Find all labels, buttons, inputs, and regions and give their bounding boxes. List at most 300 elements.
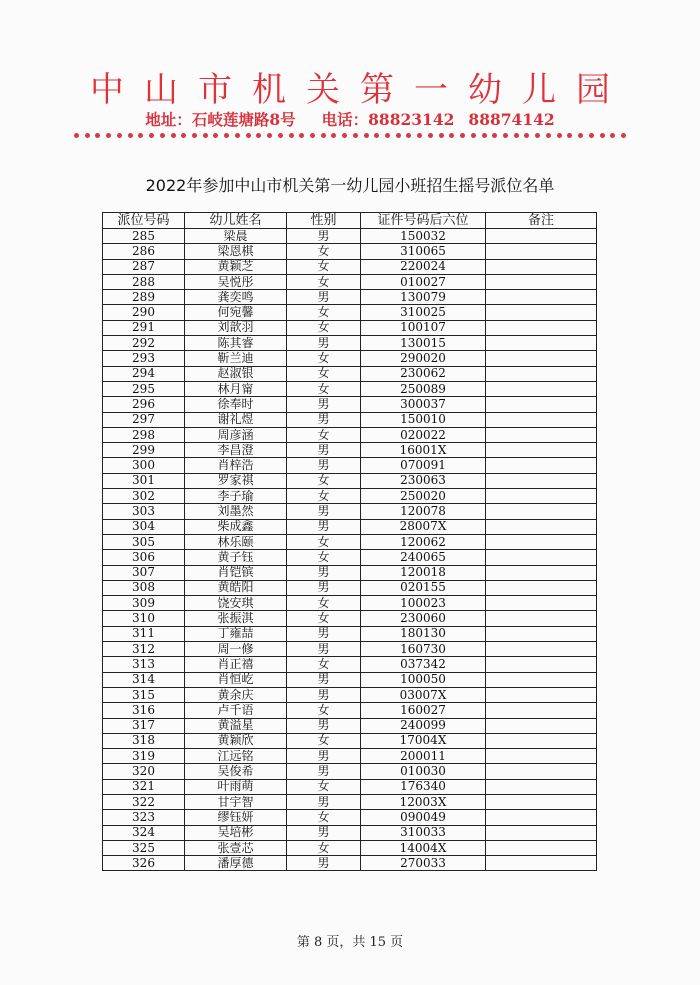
id-last-six-cell: 176340 — [361, 779, 486, 794]
table-row — [103, 611, 597, 626]
page-number: 第 8 页，共 15 页 — [296, 935, 404, 950]
table-row — [103, 856, 597, 871]
id-last-six-cell: 240065 — [361, 550, 486, 565]
decorative-dot — [396, 133, 401, 138]
remarks-cell — [486, 274, 597, 289]
child-name-cell: 叶雨萌 — [185, 779, 287, 794]
remarks-cell — [486, 259, 597, 274]
lottery-number-cell: 286 — [103, 244, 185, 259]
id-last-six-cell: 100107 — [361, 320, 486, 335]
decorative-dot — [589, 133, 594, 138]
decorative-dot — [439, 133, 444, 138]
table-row — [103, 565, 597, 580]
remarks-cell — [486, 749, 597, 764]
child-name-cell: 张振淇 — [185, 611, 287, 626]
id-last-six-cell: 270033 — [361, 856, 486, 871]
gender-cell: 男 — [287, 687, 361, 702]
phone-number-2: 88874142 — [468, 110, 555, 129]
decorative-dot — [95, 133, 100, 138]
gender-cell: 女 — [287, 473, 361, 488]
lottery-number-cell: 311 — [103, 626, 185, 641]
child-name-cell: 吴悦彤 — [185, 274, 287, 289]
decorative-dot — [578, 133, 583, 138]
decorative-dot — [364, 133, 369, 138]
decorative-dot — [600, 133, 605, 138]
gender-cell: 女 — [287, 534, 361, 549]
lottery-number-cell: 298 — [103, 427, 185, 442]
lottery-number-cell: 303 — [103, 504, 185, 519]
child-name-cell: 肖梓浩 — [185, 458, 287, 473]
gender-cell: 女 — [287, 274, 361, 289]
gender-cell: 男 — [287, 825, 361, 840]
table-row — [103, 580, 597, 595]
table-row — [103, 274, 597, 289]
child-name-cell: 黄皓阳 — [185, 580, 287, 595]
header-id-last-six: 证件号码后六位 — [361, 213, 486, 229]
id-last-six-cell: 100050 — [361, 672, 486, 687]
table-row — [103, 412, 597, 427]
phone-number-1: 88823142 — [368, 110, 455, 129]
lottery-number-cell: 326 — [103, 856, 185, 871]
header-remarks: 备注 — [486, 213, 597, 229]
decorative-dot — [342, 133, 347, 138]
gender-cell: 女 — [287, 427, 361, 442]
lottery-number-cell: 290 — [103, 305, 185, 320]
child-name-cell: 李昌澄 — [185, 443, 287, 458]
lottery-number-cell: 293 — [103, 351, 185, 366]
lottery-number-cell: 322 — [103, 794, 185, 809]
id-last-six-cell: 100023 — [361, 596, 486, 611]
table-row — [103, 381, 597, 396]
decorative-dot — [181, 133, 186, 138]
child-name-cell: 周一修 — [185, 642, 287, 657]
gender-cell: 女 — [287, 596, 361, 611]
lottery-number-cell: 295 — [103, 381, 185, 396]
gender-cell: 男 — [287, 412, 361, 427]
table-row — [103, 305, 597, 320]
remarks-cell — [486, 412, 597, 427]
child-name-cell: 柴成鑫 — [185, 519, 287, 534]
decorative-dot — [203, 133, 208, 138]
decorative-dot — [557, 133, 562, 138]
gender-cell: 男 — [287, 458, 361, 473]
remarks-cell — [486, 703, 597, 718]
decorative-dot — [353, 133, 358, 138]
id-last-six-cell: 160027 — [361, 703, 486, 718]
id-last-six-cell: 180130 — [361, 626, 486, 641]
decorative-dot — [278, 133, 283, 138]
table-row — [103, 718, 597, 733]
document-title: 2022年参加中山市机关第一幼儿园小班招生摇号派位名单 — [145, 176, 555, 195]
child-name-cell: 饶安琪 — [185, 596, 287, 611]
remarks-cell — [486, 366, 597, 381]
child-name-cell: 梁恩棋 — [185, 244, 287, 259]
id-last-six-cell: 310033 — [361, 825, 486, 840]
lottery-number-cell: 321 — [103, 779, 185, 794]
decorative-dot — [299, 133, 304, 138]
letterhead — [0, 0, 700, 150]
gender-cell: 男 — [287, 504, 361, 519]
table-row — [103, 351, 597, 366]
remarks-cell — [486, 810, 597, 825]
id-last-six-cell: 220024 — [361, 259, 486, 274]
decorative-dot — [374, 133, 379, 138]
decorative-dot — [610, 133, 615, 138]
decorative-dot — [406, 133, 411, 138]
gender-cell: 男 — [287, 519, 361, 534]
remarks-cell — [486, 733, 597, 748]
gender-cell: 女 — [287, 657, 361, 672]
remarks-cell — [486, 443, 597, 458]
lottery-number-cell: 308 — [103, 580, 185, 595]
decorative-dot — [331, 133, 336, 138]
id-last-six-cell: 250089 — [361, 381, 486, 396]
id-last-six-cell: 160730 — [361, 642, 486, 657]
gender-cell: 男 — [287, 856, 361, 871]
remarks-cell — [486, 336, 597, 351]
table-row — [103, 840, 597, 855]
table-row — [103, 244, 597, 259]
remarks-cell — [486, 381, 597, 396]
child-name-cell: 周彦涵 — [185, 427, 287, 442]
decorative-dot — [471, 133, 476, 138]
id-last-six-cell: 230063 — [361, 473, 486, 488]
decorative-dot — [535, 133, 540, 138]
remarks-cell — [486, 718, 597, 733]
gender-cell: 女 — [287, 779, 361, 794]
child-name-cell: 黄溢星 — [185, 718, 287, 733]
remarks-cell — [486, 764, 597, 779]
gender-cell: 男 — [287, 749, 361, 764]
decorative-dot — [213, 133, 218, 138]
id-last-six-cell: 010030 — [361, 764, 486, 779]
child-name-cell: 谢礼煜 — [185, 412, 287, 427]
decorative-dot — [546, 133, 551, 138]
child-name-cell: 缪钰妍 — [185, 810, 287, 825]
table-row — [103, 229, 597, 244]
table-row — [103, 596, 597, 611]
id-last-six-cell: 16001X — [361, 443, 486, 458]
gender-cell: 女 — [287, 381, 361, 396]
decorative-dot — [256, 133, 261, 138]
remarks-cell — [486, 458, 597, 473]
decorative-dot — [385, 133, 390, 138]
child-name-cell: 吴培彬 — [185, 825, 287, 840]
child-name-cell: 靳兰迪 — [185, 351, 287, 366]
decorative-dot — [460, 133, 465, 138]
decorative-dot — [492, 133, 497, 138]
gender-cell: 女 — [287, 366, 361, 381]
id-last-six-cell: 240099 — [361, 718, 486, 733]
table-header-row — [103, 213, 597, 229]
remarks-cell — [486, 596, 597, 611]
gender-cell: 女 — [287, 320, 361, 335]
decorative-dot — [621, 133, 626, 138]
table-row — [103, 810, 597, 825]
child-name-cell: 甘宇智 — [185, 794, 287, 809]
gender-cell: 男 — [287, 626, 361, 641]
table-row — [103, 642, 597, 657]
decorative-dot — [310, 133, 315, 138]
decorative-dot — [289, 133, 294, 138]
table-row — [103, 794, 597, 809]
remarks-cell — [486, 229, 597, 244]
id-last-six-cell: 130079 — [361, 290, 486, 305]
remarks-cell — [486, 626, 597, 641]
decorative-dot — [85, 133, 90, 138]
table-row — [103, 320, 597, 335]
decorative-dot — [417, 133, 422, 138]
remarks-cell — [486, 320, 597, 335]
decorative-dot — [321, 133, 326, 138]
table-row — [103, 443, 597, 458]
remarks-cell — [486, 504, 597, 519]
gender-cell: 女 — [287, 259, 361, 274]
lottery-number-cell: 294 — [103, 366, 185, 381]
table-row — [103, 733, 597, 748]
decorative-dot — [503, 133, 508, 138]
gender-cell: 女 — [287, 305, 361, 320]
gender-cell: 女 — [287, 733, 361, 748]
lottery-number-cell: 305 — [103, 534, 185, 549]
child-name-cell: 黄颖芝 — [185, 259, 287, 274]
id-last-six-cell: 310065 — [361, 244, 486, 259]
gender-cell: 男 — [287, 764, 361, 779]
table-row — [103, 504, 597, 519]
gender-cell: 男 — [287, 336, 361, 351]
organization-name: 中山市机关第一幼儿园 — [90, 70, 630, 110]
id-last-six-cell: 28007X — [361, 519, 486, 534]
gender-cell: 男 — [287, 580, 361, 595]
table-row — [103, 703, 597, 718]
remarks-cell — [486, 840, 597, 855]
id-last-six-cell: 12003X — [361, 794, 486, 809]
gender-cell: 男 — [287, 565, 361, 580]
remarks-cell — [486, 519, 597, 534]
table-row — [103, 458, 597, 473]
gender-cell: 男 — [287, 672, 361, 687]
decorative-dot — [449, 133, 454, 138]
admission-roster-table — [102, 212, 597, 871]
remarks-cell — [486, 473, 597, 488]
lottery-number-cell: 309 — [103, 596, 185, 611]
lottery-number-cell: 313 — [103, 657, 185, 672]
table-row — [103, 672, 597, 687]
table-row — [103, 336, 597, 351]
id-last-six-cell: 300037 — [361, 397, 486, 412]
id-last-six-cell: 150010 — [361, 412, 486, 427]
header-lottery-number: 派位号码 — [103, 213, 185, 229]
id-last-six-cell: 037342 — [361, 657, 486, 672]
header-child-name: 幼儿姓名 — [185, 213, 287, 229]
gender-cell: 女 — [287, 810, 361, 825]
decorative-dot — [267, 133, 272, 138]
table-row — [103, 749, 597, 764]
child-name-cell: 江远铭 — [185, 749, 287, 764]
remarks-cell — [486, 305, 597, 320]
id-last-six-cell: 070091 — [361, 458, 486, 473]
gender-cell: 女 — [287, 611, 361, 626]
table-row — [103, 366, 597, 381]
child-name-cell: 刘墨然 — [185, 504, 287, 519]
lottery-number-cell: 318 — [103, 733, 185, 748]
lottery-number-cell: 296 — [103, 397, 185, 412]
child-name-cell: 陈其睿 — [185, 336, 287, 351]
lottery-number-cell: 291 — [103, 320, 185, 335]
remarks-cell — [486, 550, 597, 565]
remarks-cell — [486, 672, 597, 687]
id-last-six-cell: 14004X — [361, 840, 486, 855]
child-name-cell: 罗家祺 — [185, 473, 287, 488]
decorative-dot — [224, 133, 229, 138]
lottery-number-cell: 285 — [103, 229, 185, 244]
child-name-cell: 潘厚德 — [185, 856, 287, 871]
lottery-number-cell: 292 — [103, 336, 185, 351]
child-name-cell: 徐奉时 — [185, 397, 287, 412]
remarks-cell — [486, 642, 597, 657]
child-name-cell: 肖正禧 — [185, 657, 287, 672]
remarks-cell — [486, 687, 597, 702]
table-row — [103, 687, 597, 702]
remarks-cell — [486, 565, 597, 580]
id-last-six-cell: 230060 — [361, 611, 486, 626]
gender-cell: 男 — [287, 642, 361, 657]
lottery-number-cell: 297 — [103, 412, 185, 427]
lottery-number-cell: 320 — [103, 764, 185, 779]
remarks-cell — [486, 657, 597, 672]
lottery-number-cell: 288 — [103, 274, 185, 289]
lottery-number-cell: 287 — [103, 259, 185, 274]
table-row — [103, 534, 597, 549]
remarks-cell — [486, 397, 597, 412]
decorative-dot — [138, 133, 143, 138]
id-last-six-cell: 120018 — [361, 565, 486, 580]
child-name-cell: 龚奕鸣 — [185, 290, 287, 305]
decorative-dot — [74, 133, 79, 138]
decorative-dot — [524, 133, 529, 138]
lottery-number-cell: 324 — [103, 825, 185, 840]
gender-cell: 男 — [287, 794, 361, 809]
lottery-number-cell: 310 — [103, 611, 185, 626]
table-row — [103, 779, 597, 794]
lottery-number-cell: 314 — [103, 672, 185, 687]
remarks-cell — [486, 794, 597, 809]
decorative-dot — [171, 133, 176, 138]
remarks-cell — [486, 351, 597, 366]
lottery-number-cell: 306 — [103, 550, 185, 565]
child-name-cell: 赵淑银 — [185, 366, 287, 381]
child-name-cell: 李子瑜 — [185, 489, 287, 504]
table-row — [103, 550, 597, 565]
id-last-six-cell: 120078 — [361, 504, 486, 519]
lottery-number-cell: 319 — [103, 749, 185, 764]
remarks-cell — [486, 244, 597, 259]
address-text: 石岐莲塘路8号 — [191, 110, 296, 129]
gender-cell: 女 — [287, 703, 361, 718]
lottery-number-cell: 299 — [103, 443, 185, 458]
address-label: 地址： — [145, 110, 192, 129]
child-name-cell: 黄余庆 — [185, 687, 287, 702]
id-last-six-cell: 290020 — [361, 351, 486, 366]
child-name-cell: 林乐颐 — [185, 534, 287, 549]
table-row — [103, 764, 597, 779]
gender-cell: 女 — [287, 244, 361, 259]
id-last-six-cell: 150032 — [361, 229, 486, 244]
table-row — [103, 519, 597, 534]
contact-line — [0, 108, 700, 130]
lottery-number-cell: 307 — [103, 565, 185, 580]
child-name-cell: 肖恒屹 — [185, 672, 287, 687]
gender-cell: 男 — [287, 718, 361, 733]
child-name-cell: 丁雍喆 — [185, 626, 287, 641]
child-name-cell: 刘歆羽 — [185, 320, 287, 335]
decorative-dot — [235, 133, 240, 138]
child-name-cell: 林月甯 — [185, 381, 287, 396]
table-row — [103, 489, 597, 504]
table-row — [103, 427, 597, 442]
table-body — [103, 229, 597, 871]
id-last-six-cell: 200011 — [361, 749, 486, 764]
decorative-dot — [128, 133, 133, 138]
lottery-number-cell: 300 — [103, 458, 185, 473]
remarks-cell — [486, 611, 597, 626]
id-last-six-cell: 120062 — [361, 534, 486, 549]
gender-cell: 女 — [287, 550, 361, 565]
child-name-cell: 黄子钰 — [185, 550, 287, 565]
decorative-dot — [567, 133, 572, 138]
id-last-six-cell: 090049 — [361, 810, 486, 825]
decorative-dot — [482, 133, 487, 138]
remarks-cell — [486, 489, 597, 504]
id-last-six-cell: 020022 — [361, 427, 486, 442]
gender-cell: 男 — [287, 397, 361, 412]
table-row — [103, 626, 597, 641]
id-last-six-cell: 130015 — [361, 336, 486, 351]
header-gender: 性别 — [287, 213, 361, 229]
remarks-cell — [486, 290, 597, 305]
gender-cell: 女 — [287, 840, 361, 855]
decorative-dot — [149, 133, 154, 138]
decorative-dot-line — [74, 133, 626, 141]
id-last-six-cell: 310025 — [361, 305, 486, 320]
table-row — [103, 259, 597, 274]
child-name-cell: 肖铠镔 — [185, 565, 287, 580]
gender-cell: 男 — [287, 229, 361, 244]
decorative-dot — [117, 133, 122, 138]
gender-cell: 女 — [287, 489, 361, 504]
decorative-dot — [160, 133, 165, 138]
table-row — [103, 473, 597, 488]
lottery-number-cell: 302 — [103, 489, 185, 504]
decorative-dot — [192, 133, 197, 138]
child-name-cell: 何宛馨 — [185, 305, 287, 320]
table-row — [103, 397, 597, 412]
remarks-cell — [486, 580, 597, 595]
remarks-cell — [486, 825, 597, 840]
decorative-dot — [514, 133, 519, 138]
lottery-number-cell: 315 — [103, 687, 185, 702]
lottery-number-cell: 316 — [103, 703, 185, 718]
gender-cell: 女 — [287, 351, 361, 366]
child-name-cell: 黄颖欣 — [185, 733, 287, 748]
child-name-cell: 梁晨 — [185, 229, 287, 244]
remarks-cell — [486, 856, 597, 871]
lottery-number-cell: 325 — [103, 840, 185, 855]
lottery-number-cell: 323 — [103, 810, 185, 825]
child-name-cell: 吴俊希 — [185, 764, 287, 779]
remarks-cell — [486, 534, 597, 549]
remarks-cell — [486, 779, 597, 794]
